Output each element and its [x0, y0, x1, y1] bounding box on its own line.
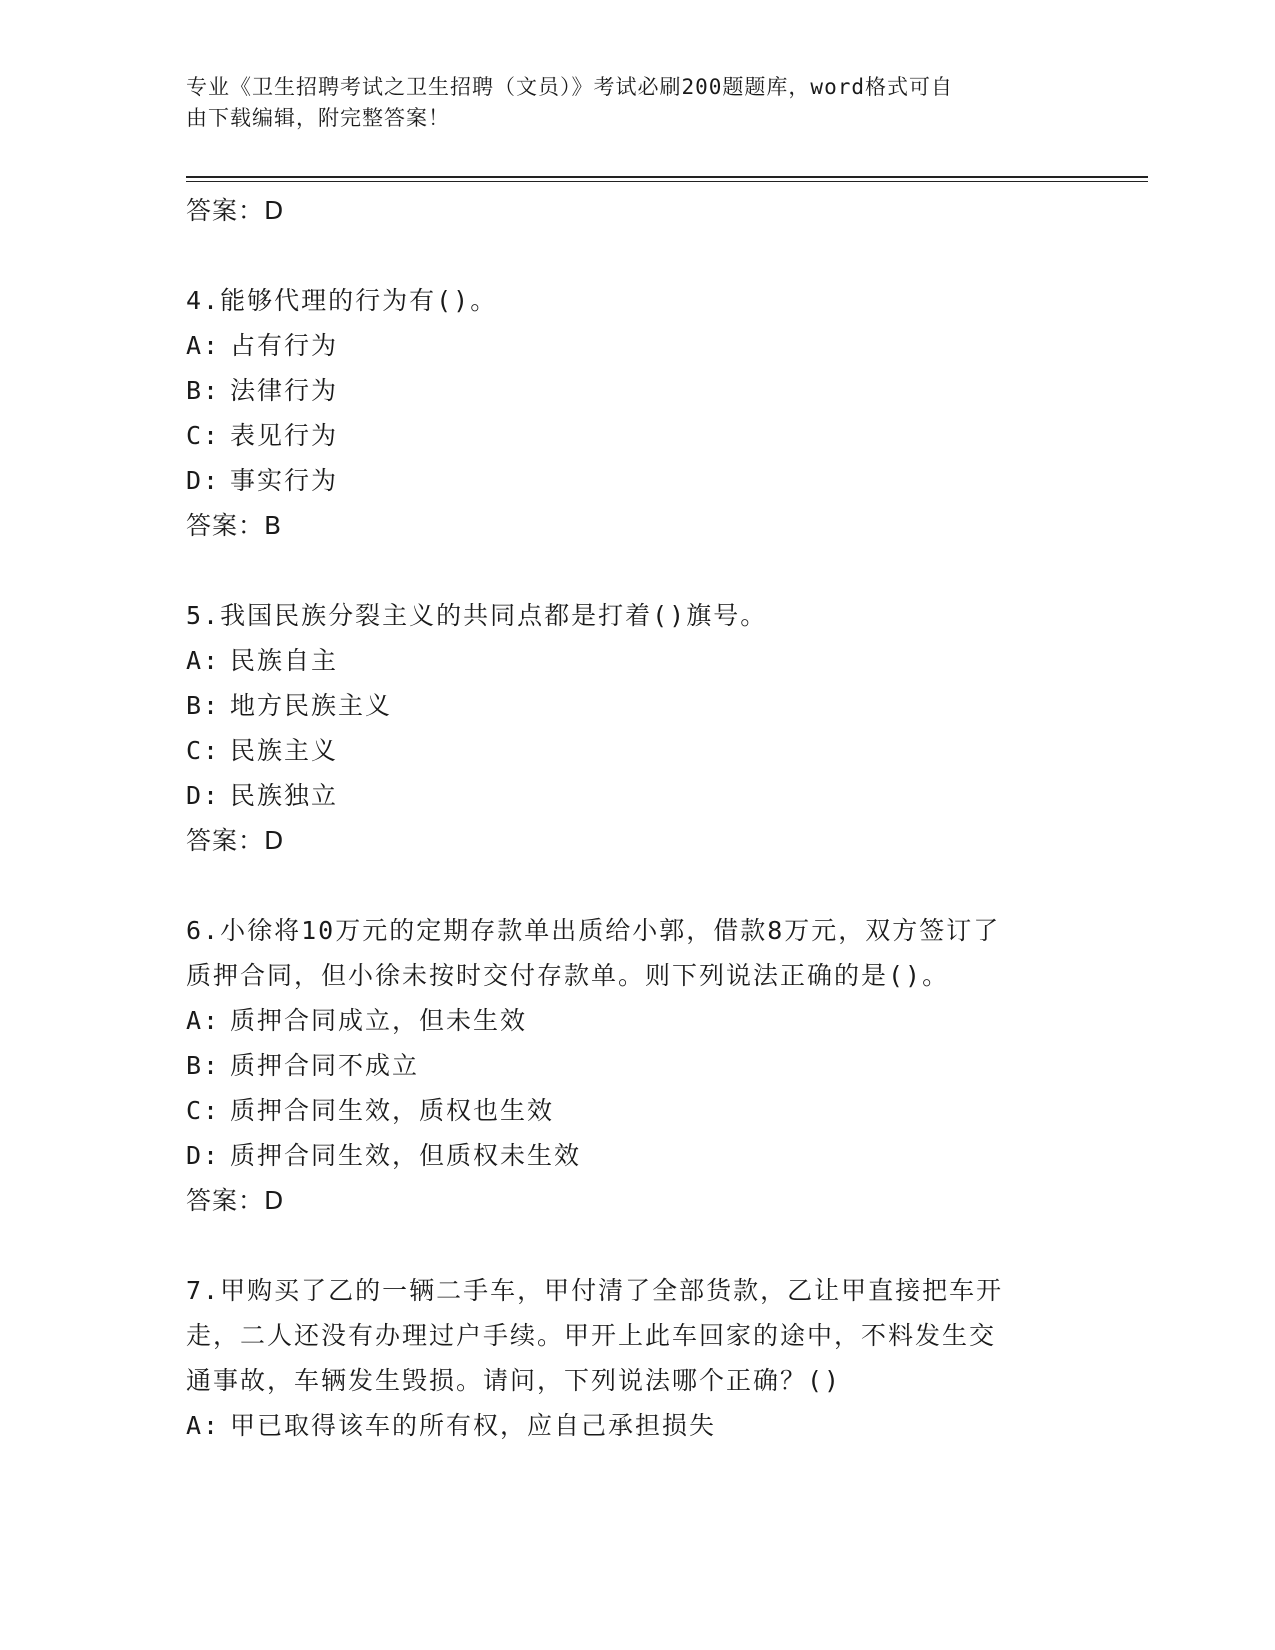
option-key: B:	[186, 376, 221, 405]
question-stem: 5.我国民族分裂主义的共同点都是打着()旗号。	[186, 601, 768, 630]
option-key: A:	[186, 1411, 221, 1440]
option-key: C:	[186, 421, 221, 450]
option-a	[186, 998, 1086, 1043]
option-text: 表见行为	[230, 421, 339, 450]
option-text: 质押合同不成立	[230, 1051, 420, 1080]
option-text: 占有行为	[230, 331, 339, 360]
header-line-1: 专业《卫生招聘考试之卫生招聘（文员）》考试必刷200题题库，word格式可自	[186, 75, 953, 99]
option-a	[186, 323, 1086, 368]
option-text: 事实行为	[230, 466, 339, 495]
option-key: B:	[186, 691, 221, 720]
spacer	[186, 233, 1086, 278]
spacer	[186, 548, 1086, 593]
option-a	[186, 638, 1086, 683]
option-c	[186, 1088, 1086, 1133]
answer: 答案：D	[186, 826, 285, 855]
header-divider-thin	[186, 181, 1148, 182]
option-key: A:	[186, 646, 221, 675]
option-text: 法律行为	[230, 376, 339, 405]
question-stem-line-1: 7.甲购买了乙的一辆二手车，甲付清了全部货款，乙让甲直接把车开	[186, 1276, 1004, 1305]
answer: 答案：D	[186, 1186, 285, 1215]
answer-label: 答案：	[186, 196, 265, 225]
answer: 答案：B	[186, 511, 283, 540]
header-line-2: 由下载编辑，附完整答案！	[186, 106, 450, 130]
option-key: B:	[186, 1051, 221, 1080]
option-key: D:	[186, 466, 221, 495]
option-d	[186, 1133, 1086, 1178]
option-key: C:	[186, 1096, 221, 1125]
option-c	[186, 413, 1086, 458]
option-b	[186, 368, 1086, 413]
option-key: D:	[186, 1141, 221, 1170]
document-header	[186, 72, 1066, 134]
option-c	[186, 728, 1086, 773]
option-key: A:	[186, 331, 221, 360]
spacer	[186, 1223, 1086, 1268]
question-stem-line-2: 质押合同，但小徐未按时交付存款单。则下列说法正确的是()。	[186, 961, 950, 990]
previous-answer	[186, 188, 1086, 233]
option-text: 质押合同生效，但质权未生效	[230, 1141, 582, 1170]
option-text: 甲已取得该车的所有权，应自己承担损失	[230, 1411, 717, 1440]
option-a	[186, 1403, 1086, 1448]
question-stem-line-1: 6.小徐将10万元的定期存款单出质给小郭，借款8万元，双方签订了	[186, 916, 1001, 945]
option-text: 民族独立	[230, 781, 339, 810]
option-text: 质押合同生效，质权也生效	[230, 1096, 555, 1125]
option-text: 质押合同成立，但未生效	[230, 1006, 528, 1035]
option-key: D:	[186, 781, 221, 810]
question-4	[186, 278, 1086, 548]
question-5	[186, 593, 1086, 863]
question-stem-line-2: 走，二人还没有办理过户手续。甲开上此车回家的途中，不料发生交	[186, 1321, 997, 1350]
option-d	[186, 773, 1086, 818]
answer-value: D	[264, 196, 285, 225]
option-text: 民族主义	[230, 736, 339, 765]
header-divider-thick	[186, 176, 1148, 178]
question-7	[186, 1268, 1086, 1448]
option-b	[186, 683, 1086, 728]
question-stem-line-3: 通事故，车辆发生毁损。请问，下列说法哪个正确？()	[186, 1366, 842, 1395]
spacer	[186, 863, 1086, 908]
option-b	[186, 1043, 1086, 1088]
option-text: 地方民族主义	[230, 691, 393, 720]
option-text: 民族自主	[230, 646, 339, 675]
option-d	[186, 458, 1086, 503]
question-stem: 4.能够代理的行为有()。	[186, 286, 498, 315]
option-key: A:	[186, 1006, 221, 1035]
question-list	[186, 188, 1086, 1448]
question-6	[186, 908, 1086, 1223]
option-key: C:	[186, 736, 221, 765]
